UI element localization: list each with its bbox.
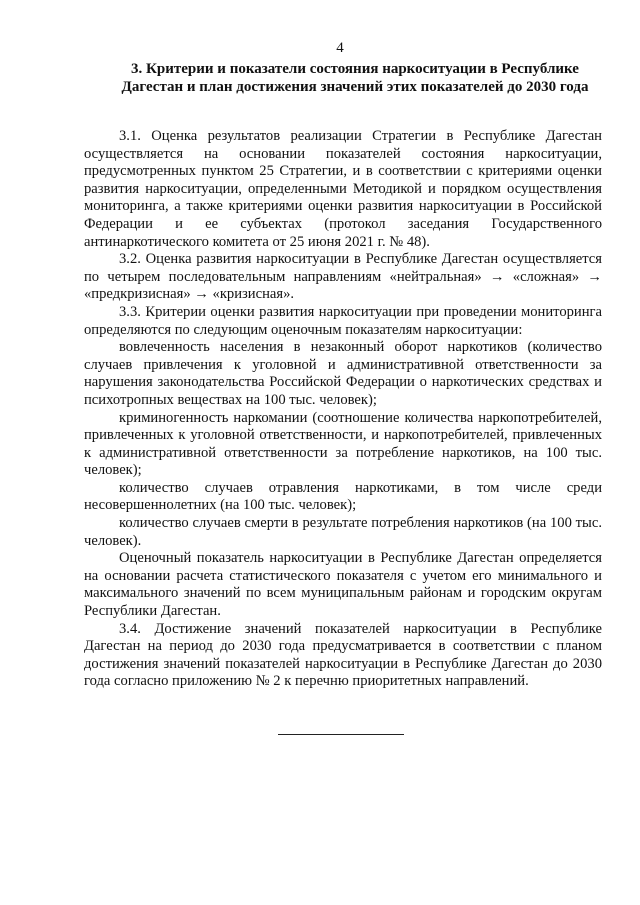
section-body bbox=[84, 128, 602, 691]
paragraph-3-1: 3.1. Оценка результатов реализации Стратегии в Республике Дагестан осуществляется на основании показателей состояния наркоситуации, предусмотренных пунктом 25 Стратегии, и в соответствии с критериями оценки развития наркоситуации, определенными Методикой и порядком осуществления мониторинга, а также критериями оценки развития наркоситуации в Российской Федерации и ее субъектах (протокол заседания Государственного антинаркотического комитета от 25 июня 2021 г. № 48). bbox=[84, 128, 602, 250]
indicator-involvement: вовлеченность населения в незаконный оборот наркотиков (количество случаев привлечения к уголовной и административной ответственности за нарушения законодательства Российской Федерации о наркотических средствах и психотропных веществах на 100 тыс. человек); bbox=[84, 339, 602, 408]
page-number: 4 bbox=[336, 40, 344, 56]
paragraph-3-4: 3.4. Достижение значений показателей наркоситуации в Республике Дагестан на период до 2030 года предусматривается в соответствии с планом достижения значений показателей наркоситуации в Республике Дагестан до 2030 года согласно приложению № 2 к перечню приоритетных направлений. bbox=[84, 620, 602, 690]
paragraph-assessment: Оценочный показатель наркоситуации в Республике Дагестан определяется на основании расчета статистического показателя с учетом его минимального и максимального значений по всем муниципальным районам и городским округам Республики Дагестан. bbox=[84, 550, 602, 620]
section-heading: 3. Критерии и показатели состояния наркоситуации в Республике Дагестан и план достижения значений этих показателей до 2030 года bbox=[121, 61, 589, 95]
paragraph-3-3: 3.3. Критерии оценки развития наркоситуации при проведении мониторинга определяются по следующим оценочным показателям наркоситуации: bbox=[84, 303, 602, 338]
indicator-deaths: количество случаев смерти в результате потребления наркотиков (на 100 тыс. человек). bbox=[84, 515, 602, 549]
indicator-criminogenity: криминогенность наркомании (соотношение количества наркопотребителей, привлеченных к уголовной ответственности, и наркопотребителей, привлеченных к административной ответственности за потребление наркотиков, на 100 тыс. человек); bbox=[84, 409, 602, 479]
paragraph-3-2: 3.2. Оценка развития наркоситуации в Республике Дагестан осуществляется по четырем последовательным направлениям «нейтральная» → «сложная» → «предкризисная» → «кризисная». bbox=[84, 251, 602, 303]
closing-divider-line bbox=[278, 734, 404, 735]
indicator-poisoning: количество случаев отравления наркотиками, в том числе среди несовершеннолетних (на 100 тыс. человек); bbox=[84, 479, 602, 514]
